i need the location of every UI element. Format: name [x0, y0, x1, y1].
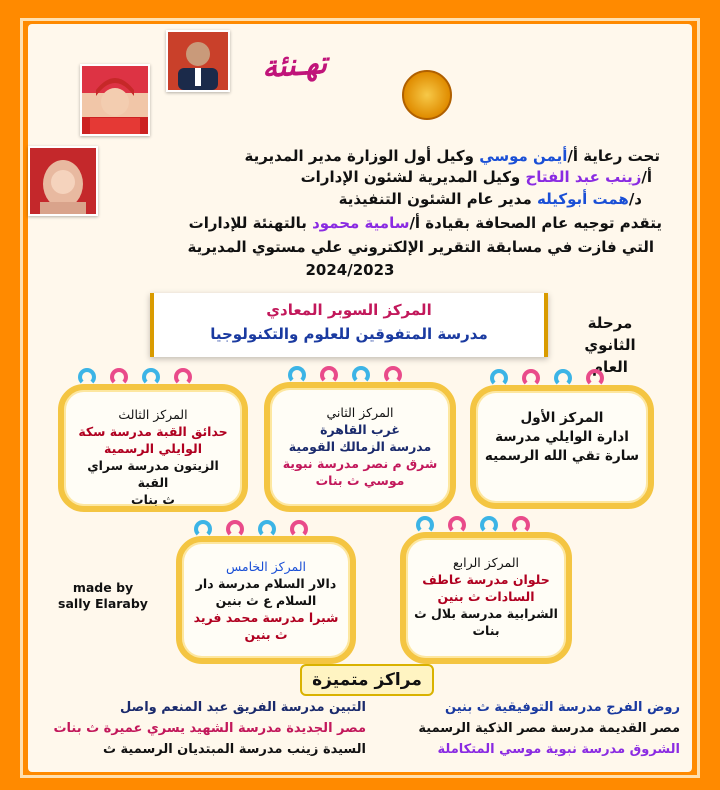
- card-second-line-4: موسي ث بنات: [315, 473, 405, 488]
- curl-decoration-icon: [352, 366, 370, 384]
- curl-decoration-icon: [522, 369, 540, 387]
- portrait-photo-woman-red: [80, 64, 150, 136]
- card-fourth-rank: المركز الرابع: [452, 555, 519, 570]
- header-year: 2024/2023: [305, 261, 395, 279]
- card-fourth-line-2: السادات ث بنين: [437, 589, 535, 604]
- card-second-text: [276, 404, 444, 489]
- curl-decoration-icon: [290, 520, 308, 538]
- card-fifth-line-1: دالار السلام مدرسة دار: [195, 576, 337, 591]
- header-name-4: سامية محمود: [312, 214, 410, 232]
- header-line-1-suffix: وكيل أول الوزارة مدير المديرية: [244, 147, 480, 165]
- card-fourth-place: [400, 532, 572, 664]
- distinct-right-item: الشروق مدرسة نبوية موسي المتكاملة: [437, 742, 680, 757]
- stage-label-line-1: مرحلة الثانوي: [584, 314, 636, 354]
- portrait-photo-man: [166, 30, 230, 92]
- distinct-right-item: روض الفرج مدرسة التوفيقية ث بنين: [445, 700, 680, 715]
- stage-label: [560, 312, 660, 378]
- directorate-logo-icon: [402, 70, 452, 120]
- stage-label-line-2: العام: [592, 358, 628, 376]
- made-by-credit: [48, 580, 158, 612]
- header-name-3: همت أبوكيله: [537, 190, 629, 208]
- super-center-banner: [150, 293, 548, 357]
- card-fifth-line-4: ث بنين: [244, 627, 288, 642]
- card-third-rank: المركز الثالث: [118, 407, 188, 422]
- card-fourth-text: [412, 554, 560, 639]
- header-line-4: [40, 212, 662, 234]
- distinct-left-item: مصر الجديدة مدرسة الشهيد يسري عميرة ث بنات: [53, 721, 366, 736]
- card-fifth-rank: المركز الخامس: [225, 559, 307, 574]
- header-line-3: [100, 188, 642, 210]
- header-name-1: أيمن موسي: [479, 147, 568, 165]
- portrait-photo-woman-hijab: [28, 146, 98, 216]
- card-fourth-line-4: بنات: [472, 623, 500, 638]
- congratulations-title-art: تهـنئة: [260, 45, 329, 86]
- card-first-text: [482, 409, 642, 466]
- curl-decoration-icon: [586, 369, 604, 387]
- curl-decoration-icon: [554, 369, 572, 387]
- header-line-5: التي فازت في مسابقة التقرير الإلكتروني علي مستوي المديرية: [187, 238, 654, 256]
- card-fourth-line-1: حلوان مدرسة عاطف: [422, 572, 550, 587]
- header-line-1-prefix: تحت رعاية أ/: [567, 147, 660, 165]
- curl-decoration-icon: [142, 368, 160, 386]
- distinct-left-item: التبين مدرسة الفريق عبد المنعم واصل: [120, 700, 366, 715]
- distinct-left-item: السيدة زينب مدرسة المبتديان الرسمية ث: [102, 742, 366, 757]
- curl-decoration-icon: [288, 366, 306, 384]
- made-by-line-2: sally Elaraby: [58, 596, 148, 611]
- card-third-text: [70, 406, 236, 508]
- card-fifth-line-2: السلام ع ث بنين: [215, 593, 317, 608]
- curl-decoration-icon: [194, 520, 212, 538]
- made-by-line-1: made by: [72, 580, 134, 595]
- curl-decoration-icon: [512, 516, 530, 534]
- card-fourth-line-3: الشرابية مدرسة بلال ث: [414, 606, 558, 621]
- curl-decoration-icon: [110, 368, 128, 386]
- curl-decoration-icon: [320, 366, 338, 384]
- curl-decoration-icon: [416, 516, 434, 534]
- card-fifth-text: [188, 558, 344, 643]
- card-second-rank: المركز الثاني: [326, 405, 394, 420]
- curl-decoration-icon: [258, 520, 276, 538]
- header-line-1: [100, 145, 660, 167]
- card-third-line-1: حدائق القبة مدرسة سكة: [78, 424, 228, 439]
- card-second-line-3: شرق م نصر مدرسة نبوية: [282, 456, 438, 471]
- header-line-2: [100, 166, 652, 188]
- header-line-3-suffix: مدير عام الشئون التنفيذية: [338, 190, 537, 208]
- card-first-rank: المركز الأول: [520, 410, 604, 426]
- card-third-line-2: الوايلي الرسمية: [103, 441, 202, 456]
- header-line-4-suffix: بالتهنئة للإدارات: [188, 214, 313, 232]
- card-fifth-line-3: شبرا مدرسة محمد فريد: [193, 610, 339, 625]
- header-line-3-prefix: د/: [628, 190, 642, 208]
- header-line-2-prefix: أ/: [641, 168, 652, 186]
- curl-decoration-icon: [384, 366, 402, 384]
- header-line-4-prefix: يتقدم توجيه عام الصحافة بقيادة أ/: [409, 214, 662, 232]
- header-line-2-suffix: وكيل المديرية لشئون الإدارات: [300, 168, 526, 186]
- card-first-line-2: سارة تقي الله الرسميه: [484, 448, 640, 464]
- curl-decoration-icon: [174, 368, 192, 386]
- card-first-line-1: ادارة الوايلي مدرسة: [495, 429, 629, 445]
- curl-decoration-icon: [480, 516, 498, 534]
- distinct-list-left: [36, 697, 366, 760]
- banner-line-2: مدرسة المتفوقين للعلوم والتكنولوجيا: [210, 325, 488, 343]
- card-second-line-2: مدرسة الزمالك القومية: [288, 439, 432, 454]
- curl-decoration-icon: [78, 368, 96, 386]
- header-name-2: زينب عبد الفتاح: [525, 168, 642, 186]
- card-third-line-3: الزيتون مدرسة سراي القبة: [87, 458, 219, 490]
- banner-line-1: المركز السوبر المعادي: [266, 301, 432, 319]
- distinct-right-item: مصر القديمة مدرسة مصر الذكية الرسمية: [418, 721, 680, 736]
- curl-decoration-icon: [490, 369, 508, 387]
- curl-decoration-icon: [226, 520, 244, 538]
- curl-decoration-icon: [448, 516, 466, 534]
- card-second-place: [264, 382, 456, 512]
- card-first-place: [470, 385, 654, 509]
- card-third-line-4: ث بنات: [131, 492, 175, 507]
- card-third-place: [58, 384, 248, 512]
- distinct-centers-title: مراكز متميزة: [300, 664, 434, 696]
- card-second-line-1: غرب القاهرة: [320, 422, 400, 437]
- card-fifth-place: [176, 536, 356, 664]
- distinct-list-right: [376, 697, 680, 760]
